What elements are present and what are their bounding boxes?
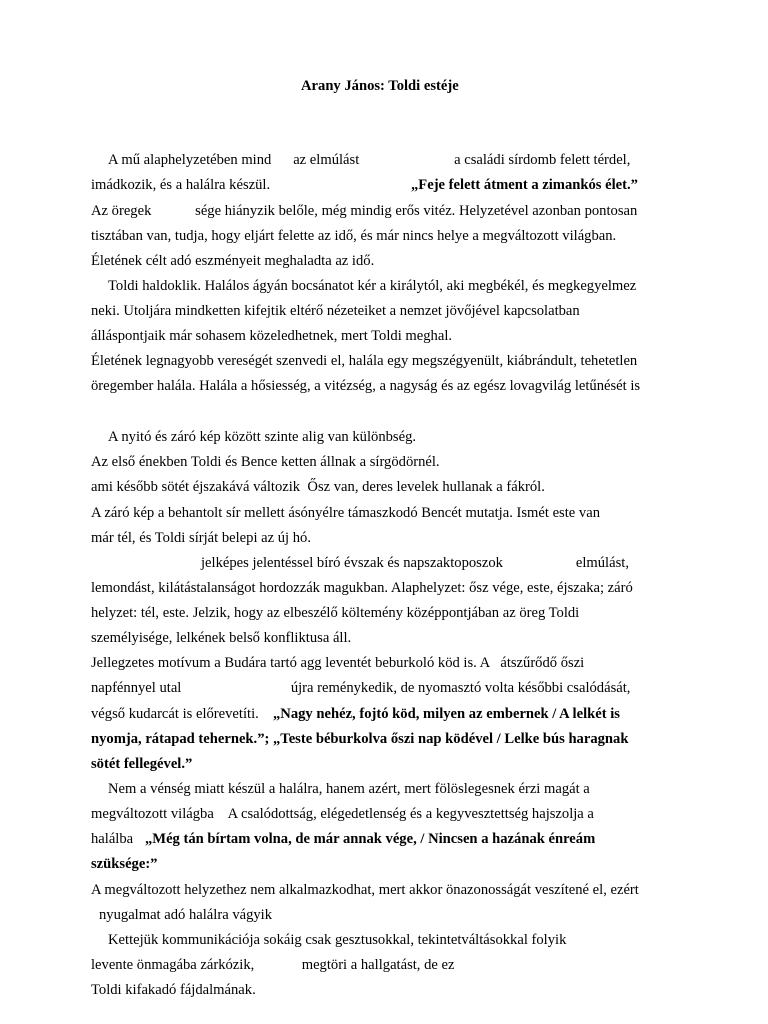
text-line: Az öregek sége hiányzik belőle, még mindig erős vitéz. Helyzetével azonban pontosan xyxy=(91,203,638,219)
text-line: Életének célt adó eszményeit meghaladta az idő. xyxy=(91,253,375,269)
text-line: lemondást, kilátástalanságot hordozzák magukban. Alaphelyzet: ősz vége, este, éjszaka; záró xyxy=(91,580,633,596)
text-line: neki. Utoljára mindketten kifejtik eltérő nézeteiket a nemzet jövőjével kapcsolatban xyxy=(91,303,580,319)
text-line: Jellegzetes motívum a Budára tartó agg leventét beburkoló köd is. A átszűrődő őszi xyxy=(91,655,585,671)
text-line: Életének legnagyobb vereségét szenvedi el, halála egy megszégyenült, kiábrándult, tehetetlen xyxy=(91,353,638,369)
text-line: tisztában van, tudja, hogy eljárt felette az idő, és már nincs helye a megváltozott világban. xyxy=(91,228,617,244)
text-line: A mű alaphelyzetében mind az elmúlást a családi sírdomb felett térdel, xyxy=(108,152,631,168)
text-line: Toldi haldoklik. Halálos ágyán bocsánatot kér a királytól, aki megbékél, és megkegyelmez xyxy=(108,278,637,294)
quote-text: „Nagy nehéz, fojtó köd, milyen az embernek / A lelkét is xyxy=(273,706,620,722)
text-line: Nem a vénség miatt készül a halálra, hanem azért, mert fölöslegesnek érzi magát a xyxy=(108,781,590,797)
text-line: ami később sötét éjszakává változik Ősz van, deres levelek hullanak a fákról. xyxy=(91,479,545,495)
text-line: Az első énekben Toldi és Bence ketten állnak a sírgödörnél. xyxy=(91,454,440,470)
text-line: személyisége, lelkének belső konfliktusa áll. xyxy=(91,630,352,646)
quote-text: szüksége:” xyxy=(91,856,158,872)
text-line: halálba xyxy=(91,831,134,847)
text-line: nyugalmat adó halálra vágyik xyxy=(99,907,273,923)
text-line: A nyitó és záró kép között szinte alig van különbség. xyxy=(108,429,417,445)
quote-text: sötét fellegével.” xyxy=(91,756,193,772)
text-line: jelképes jelentéssel bíró évszak és napszaktoposzok elmúlást, xyxy=(201,555,629,571)
text-line: álláspontjaik már sohasem közeledhetnek, mert Toldi meghal. xyxy=(91,328,453,344)
text-line: A megváltozott helyzethez nem alkalmazkodhat, mert akkor önazonosságát veszítené el, ezért xyxy=(91,882,639,898)
text-line: helyzet: tél, este. Jelzik, hogy az elbeszélő költemény középpontjában az öreg Toldi xyxy=(91,605,580,621)
text-line: végső kudarcát is előrevetíti. xyxy=(91,706,259,722)
text-line: Kettejük kommunikációja sokáig csak gesztusokkal, tekintetváltásokkal folyik xyxy=(108,932,567,948)
page-title: Arany János: Toldi estéje xyxy=(301,78,459,94)
text-line: napfénnyel utal újra reménykedik, de nyomasztó volta későbbi csalódását, xyxy=(91,680,631,696)
text-line: öregember halála. Halála a hősiesség, a vitézség, a nagyság és az egész lovagvilág letűnését is xyxy=(91,378,641,394)
text-line: már tél, és Toldi sírját belepi az új hó. xyxy=(91,530,311,546)
text-line: Toldi kifakadó fájdalmának. xyxy=(91,982,256,998)
text-line: imádkozik, és a halálra készül. xyxy=(91,177,271,193)
text-line: A záró kép a behantolt sír mellett ásónyélre támaszkodó Bencét mutatja. Ismét este van xyxy=(91,505,600,521)
quote-text: nyomja, rátapad tehernek.”; „Teste béburkolva őszi nap ködével / Lelke bús haragnak xyxy=(91,731,629,747)
text-line: megváltozott világba A csalódottság, elégedetlenség és a kegyvesztettség hajszolja a xyxy=(91,806,594,822)
quote-text: „Feje felett átment a zimankós élet.” xyxy=(411,177,638,193)
quote-text: „Még tán bírtam volna, de már annak vége, / Nincsen a hazának énreám xyxy=(145,831,596,847)
text-line: levente önmagába zárkózik, megtöri a hallgatást, de ez xyxy=(91,957,455,973)
